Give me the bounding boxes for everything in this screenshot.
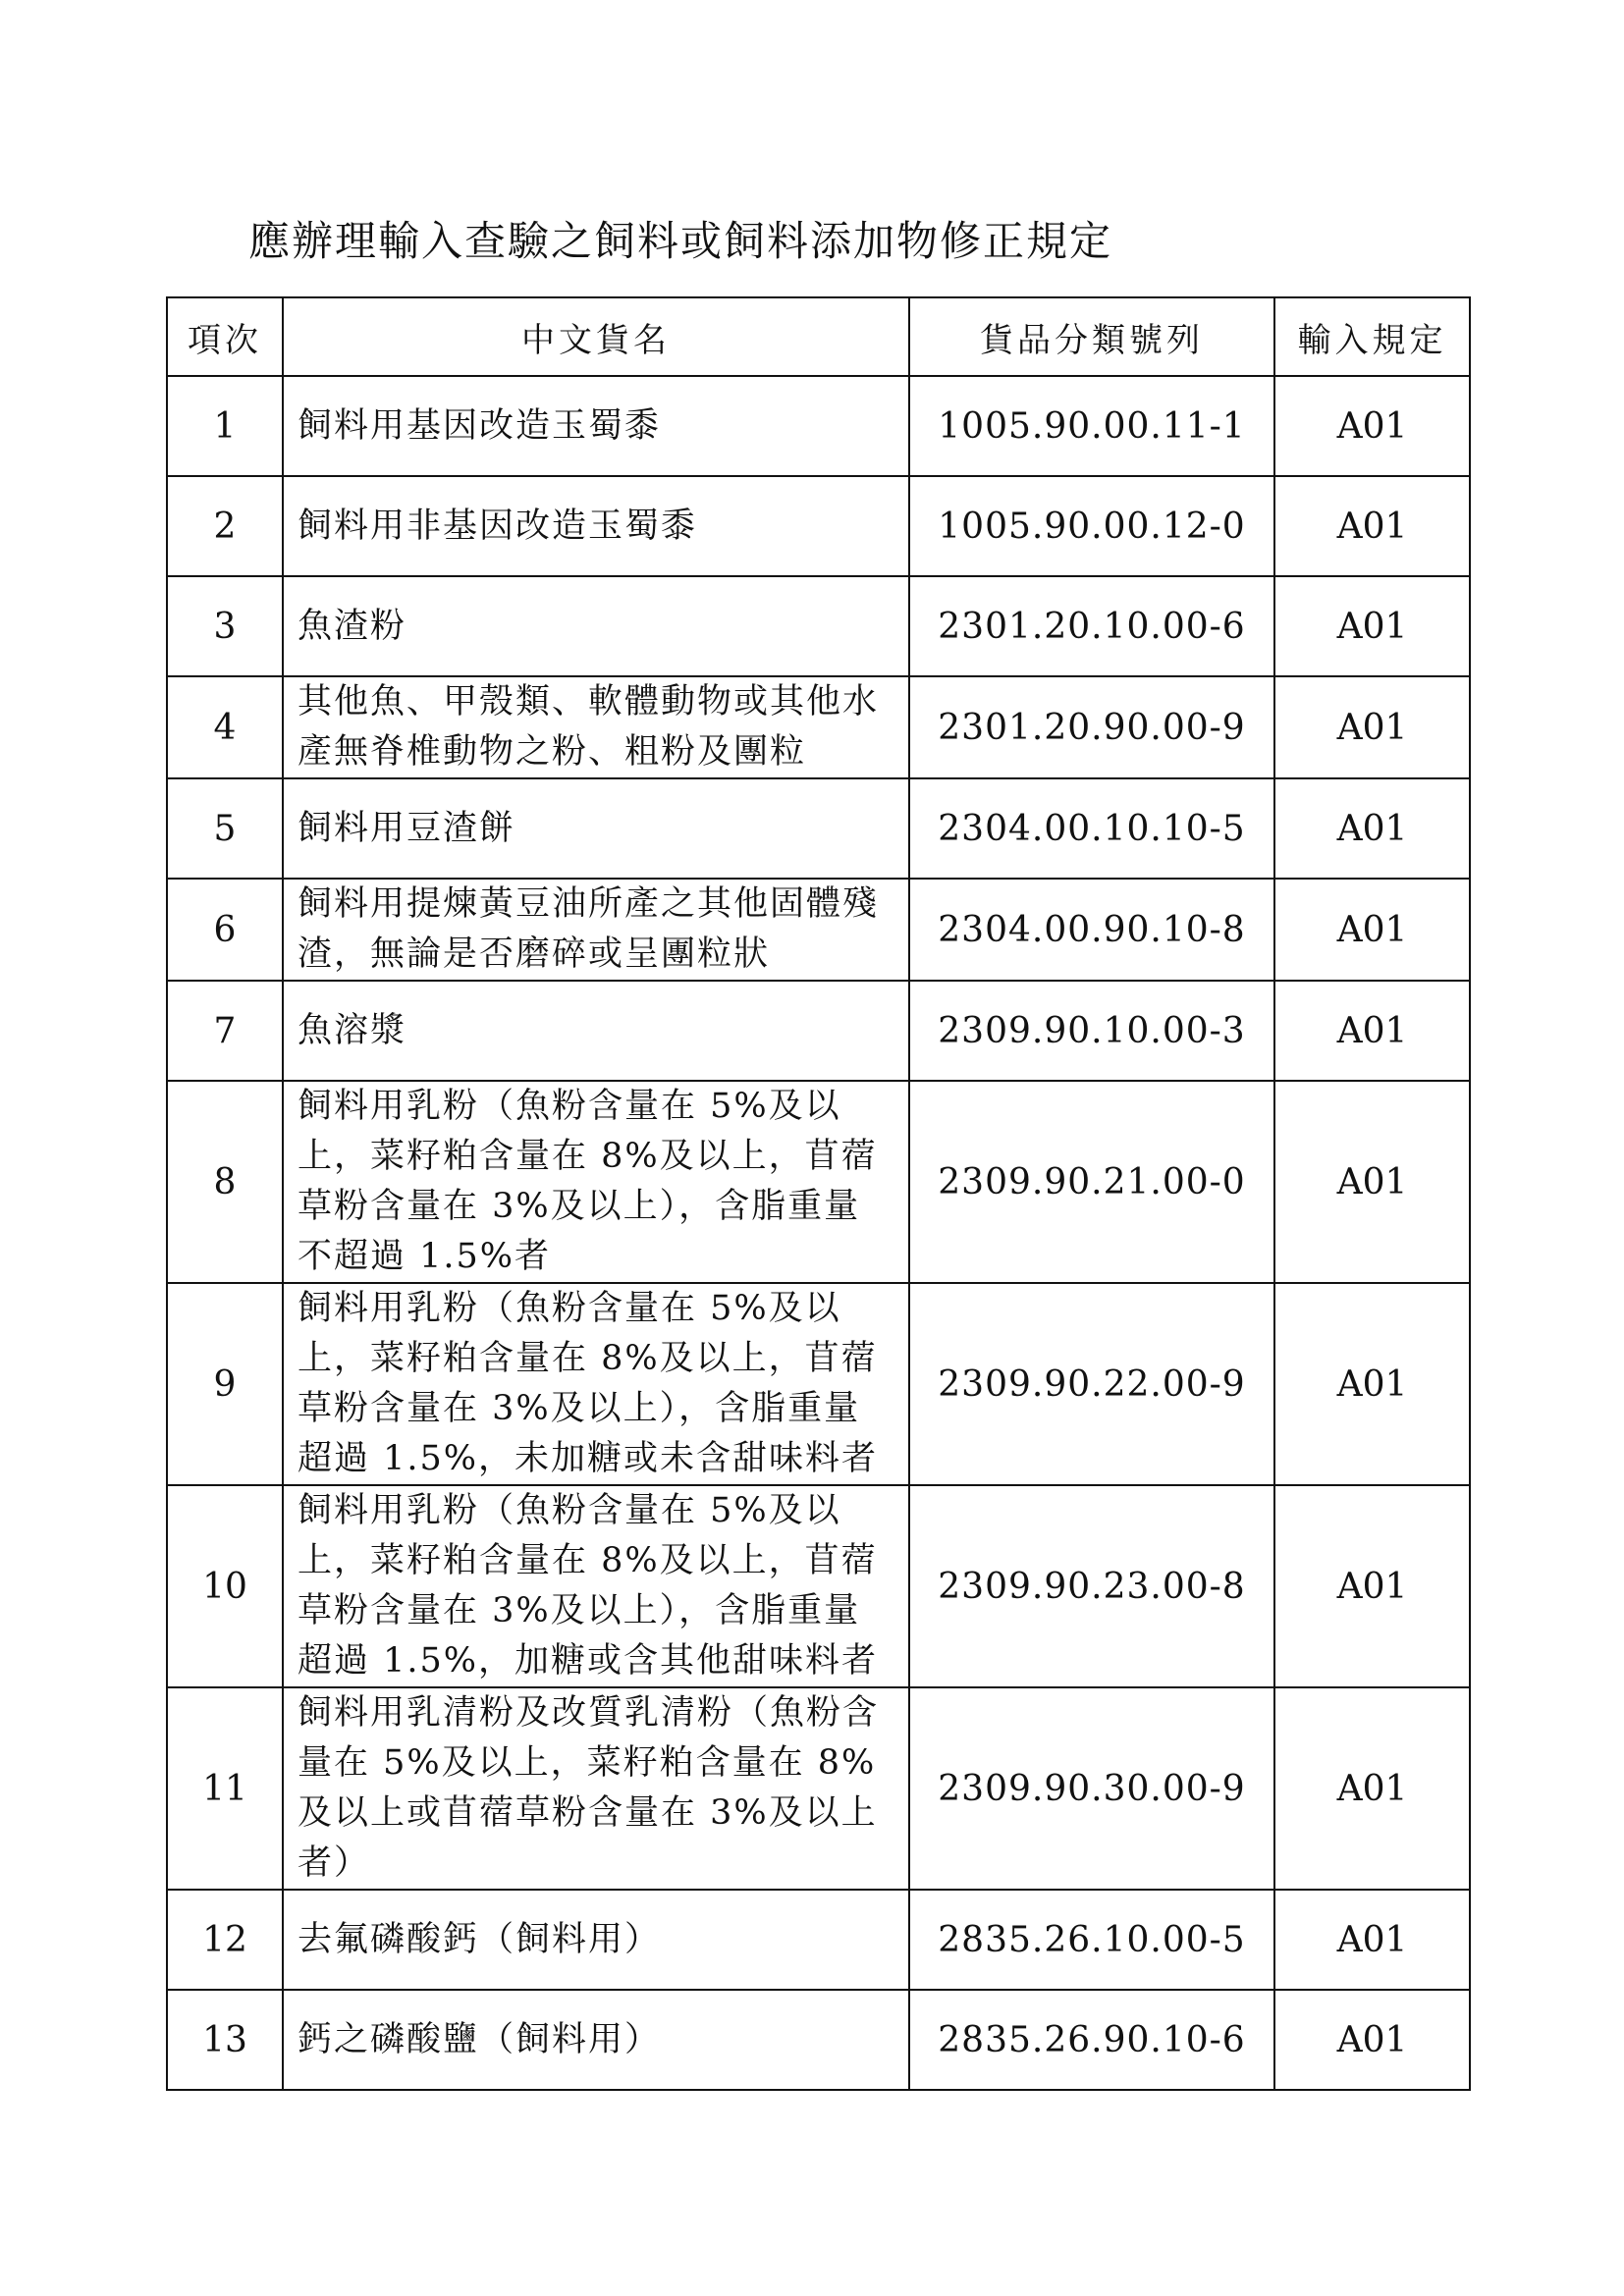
tariff-code: 2301.20.90.00-9 bbox=[909, 676, 1274, 778]
tariff-code: 1005.90.00.12-0 bbox=[909, 476, 1274, 576]
import-regulation: A01 bbox=[1274, 778, 1470, 879]
import-regulation: A01 bbox=[1274, 476, 1470, 576]
import-regulation: A01 bbox=[1274, 981, 1470, 1081]
import-regulation: A01 bbox=[1274, 576, 1470, 676]
product-name: 去氟磷酸鈣（飼料用） bbox=[283, 1890, 909, 1990]
item-number: 5 bbox=[167, 778, 283, 879]
table-header-row bbox=[167, 297, 1470, 376]
product-name: 魚渣粉 bbox=[283, 576, 909, 676]
table-row bbox=[167, 1687, 1470, 1890]
tariff-code: 2304.00.10.10-5 bbox=[909, 778, 1274, 879]
import-regulation: A01 bbox=[1274, 1990, 1470, 2090]
document-title: 應辦理輸入查驗之飼料或飼料添加物修正規定 bbox=[248, 217, 1113, 265]
table-row bbox=[167, 676, 1470, 778]
tariff-code: 2304.00.90.10-8 bbox=[909, 879, 1274, 981]
import-regulation: A01 bbox=[1274, 1485, 1470, 1687]
item-number: 4 bbox=[167, 676, 283, 778]
item-number: 2 bbox=[167, 476, 283, 576]
product-name: 飼料用乳粉（魚粉含量在 5%及以上，菜籽粕含量在 8%及以上，苜蓿草粉含量在 3%及以上），含脂重量超過 1.5%，未加糖或未含甜味料者 bbox=[283, 1283, 909, 1485]
product-name: 其他魚、甲殼類、軟體動物或其他水產無脊椎動物之粉、粗粉及團粒 bbox=[283, 676, 909, 778]
item-number: 1 bbox=[167, 376, 283, 476]
table-row bbox=[167, 1990, 1470, 2090]
item-number: 8 bbox=[167, 1081, 283, 1283]
product-name: 飼料用基因改造玉蜀黍 bbox=[283, 376, 909, 476]
table-row bbox=[167, 1283, 1470, 1485]
table-row bbox=[167, 576, 1470, 676]
product-name: 飼料用豆渣餅 bbox=[283, 778, 909, 879]
feed-regulation-table bbox=[166, 296, 1471, 2091]
tariff-code: 2309.90.22.00-9 bbox=[909, 1283, 1274, 1485]
tariff-code: 2309.90.30.00-9 bbox=[909, 1687, 1274, 1890]
table-row bbox=[167, 1081, 1470, 1283]
item-number: 7 bbox=[167, 981, 283, 1081]
import-regulation: A01 bbox=[1274, 1687, 1470, 1890]
tariff-code: 2301.20.10.00-6 bbox=[909, 576, 1274, 676]
header-tariff-code: 貨品分類號列 bbox=[909, 297, 1274, 376]
product-name: 飼料用非基因改造玉蜀黍 bbox=[283, 476, 909, 576]
item-number: 11 bbox=[167, 1687, 283, 1890]
table-row bbox=[167, 376, 1470, 476]
tariff-code: 2309.90.23.00-8 bbox=[909, 1485, 1274, 1687]
tariff-code: 2309.90.10.00-3 bbox=[909, 981, 1274, 1081]
item-number: 10 bbox=[167, 1485, 283, 1687]
item-number: 6 bbox=[167, 879, 283, 981]
table-row bbox=[167, 981, 1470, 1081]
item-number: 9 bbox=[167, 1283, 283, 1485]
product-name: 飼料用乳清粉及改質乳清粉（魚粉含量在 5%及以上，菜籽粕含量在 8%及以上或苜蓿草粉含量在 3%及以上者） bbox=[283, 1687, 909, 1890]
product-name: 飼料用乳粉（魚粉含量在 5%及以上，菜籽粕含量在 8%及以上，苜蓿草粉含量在 3%及以上），含脂重量超過 1.5%，加糖或含其他甜味料者 bbox=[283, 1485, 909, 1687]
product-name: 飼料用提煉黃豆油所產之其他固體殘渣，無論是否磨碎或呈團粒狀 bbox=[283, 879, 909, 981]
import-regulation: A01 bbox=[1274, 376, 1470, 476]
header-product-name: 中文貨名 bbox=[283, 297, 909, 376]
tariff-code: 1005.90.00.11-1 bbox=[909, 376, 1274, 476]
table-row bbox=[167, 879, 1470, 981]
import-regulation: A01 bbox=[1274, 1283, 1470, 1485]
table-row bbox=[167, 476, 1470, 576]
tariff-code: 2309.90.21.00-0 bbox=[909, 1081, 1274, 1283]
table-row bbox=[167, 778, 1470, 879]
item-number: 3 bbox=[167, 576, 283, 676]
header-item-no: 項次 bbox=[167, 297, 283, 376]
item-number: 13 bbox=[167, 1990, 283, 2090]
tariff-code: 2835.26.90.10-6 bbox=[909, 1990, 1274, 2090]
item-number: 12 bbox=[167, 1890, 283, 1990]
import-regulation: A01 bbox=[1274, 1081, 1470, 1283]
header-import-regulation: 輸入規定 bbox=[1274, 297, 1470, 376]
import-regulation: A01 bbox=[1274, 1890, 1470, 1990]
import-regulation: A01 bbox=[1274, 676, 1470, 778]
table-row bbox=[167, 1485, 1470, 1687]
import-regulation: A01 bbox=[1274, 879, 1470, 981]
product-name: 鈣之磷酸鹽（飼料用） bbox=[283, 1990, 909, 2090]
table-row bbox=[167, 1890, 1470, 1990]
tariff-code: 2835.26.10.00-5 bbox=[909, 1890, 1274, 1990]
product-name: 魚溶漿 bbox=[283, 981, 909, 1081]
product-name: 飼料用乳粉（魚粉含量在 5%及以上，菜籽粕含量在 8%及以上，苜蓿草粉含量在 3%及以上），含脂重量不超過 1.5%者 bbox=[283, 1081, 909, 1283]
